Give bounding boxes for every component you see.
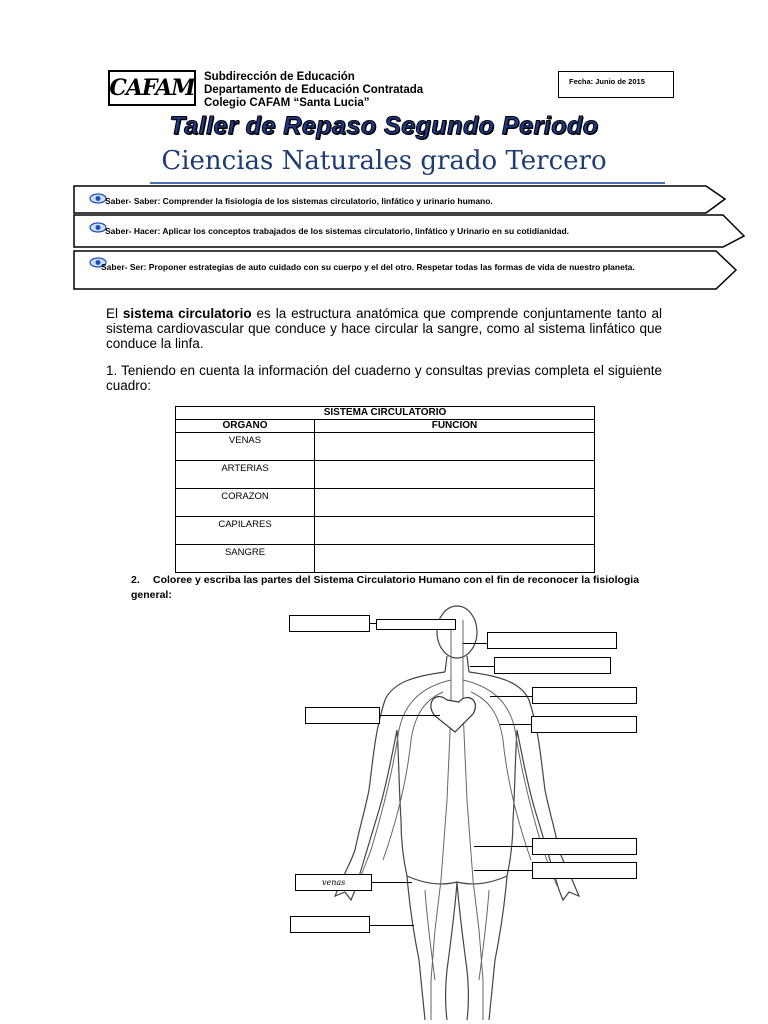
- table-row: [176, 545, 595, 573]
- leader-line: [490, 696, 532, 697]
- organ-cell: CAPILARES: [176, 517, 315, 545]
- banner-saber-saber: [73, 185, 727, 214]
- banner-text: Saber- Saber: Comprender la fisiología de los sistemas circulatorio, linfático y urinario humano.: [105, 196, 493, 206]
- leader-line: [470, 666, 494, 667]
- table-row: [176, 461, 595, 489]
- intro-keyword: sistema circulatorio: [122, 306, 252, 321]
- function-cell[interactable]: [315, 433, 595, 461]
- question-2-text: Coloree y escriba las partes del Sistema Circulatorio Humano con el fin de reconocer la fisiologia general:: [131, 574, 640, 601]
- label-box[interactable]: [532, 838, 637, 855]
- intro-prefix: El: [106, 306, 123, 321]
- col-header-function: FUNCION: [315, 420, 595, 433]
- leader-line: [370, 925, 414, 926]
- leader-line: [474, 870, 532, 871]
- label-box-venas[interactable]: venas: [295, 874, 372, 891]
- banner-saber-hacer: [73, 214, 746, 248]
- leader-line: [474, 846, 532, 847]
- question-2-number: 2.: [131, 574, 140, 586]
- leader-line: [372, 882, 412, 883]
- organ-cell: VENAS: [176, 433, 315, 461]
- worksheet-subtitle: Ciencias Naturales grado Tercero: [161, 146, 607, 176]
- header-institution: [204, 71, 423, 110]
- function-cell[interactable]: [315, 545, 595, 573]
- label-box[interactable]: [376, 619, 456, 630]
- organ-cell: SANGRE: [176, 545, 315, 573]
- label-box[interactable]: [305, 707, 380, 724]
- label-box[interactable]: [289, 615, 370, 632]
- table-row: [176, 489, 595, 517]
- table-title: SISTEMA CIRCULATORIO: [176, 407, 595, 420]
- function-cell[interactable]: [315, 461, 595, 489]
- organ-cell: CORAZON: [176, 489, 315, 517]
- header-line-2: Departamento de Educación Contratada: [204, 84, 424, 96]
- header-line-3: Colegio CAFAM “Santa Lucia”: [204, 97, 370, 109]
- label-box[interactable]: [290, 916, 370, 933]
- function-cell[interactable]: [315, 489, 595, 517]
- col-header-organ: ORGANO: [176, 420, 315, 433]
- circulatory-table: [175, 406, 595, 573]
- banner-saber-ser: [73, 250, 738, 290]
- organ-cell: ARTERIAS: [176, 461, 315, 489]
- worksheet-title: Taller de Repaso Segundo Periodo: [169, 112, 599, 140]
- banner-text: Saber- Ser: Proponer estrategias de auto cuidado con su cuerpo y el del otro. Respetar todas las formas de vida de nuestro planeta.: [101, 262, 635, 272]
- leader-line: [500, 724, 531, 725]
- label-box[interactable]: [531, 716, 637, 733]
- label-box[interactable]: [487, 632, 617, 649]
- intro-paragraph: [106, 306, 662, 351]
- banner-text: Saber- Hacer: Aplicar los conceptos trabajados de los sistemas circulatorio, linfático y Urinario en su cotidianidad.: [105, 226, 570, 236]
- intro-rest: es la estructura anatómica que comprende conjuntamente tanto al sistema cardiovascular que conduce y hace circular la sangre, como al sistema linfático que conduce la linfa.: [106, 306, 662, 351]
- question-2: [131, 573, 651, 603]
- label-box[interactable]: [532, 687, 637, 704]
- title-divider: [150, 182, 665, 184]
- label-box[interactable]: [494, 657, 611, 674]
- cafam-logo: CAFAM: [108, 70, 196, 106]
- date-box: Fecha: Junio de 2015: [558, 71, 674, 98]
- leader-line: [463, 643, 487, 644]
- leader-line: [380, 715, 440, 716]
- table-row: [176, 433, 595, 461]
- function-cell[interactable]: [315, 517, 595, 545]
- label-box[interactable]: [532, 862, 637, 879]
- question-1: 1. Teniendo en cuenta la información del cuaderno y consultas previas completa el siguiente cuadro:: [106, 363, 662, 393]
- header-line-1: Subdirección de Educación: [204, 71, 355, 83]
- table-row: [176, 517, 595, 545]
